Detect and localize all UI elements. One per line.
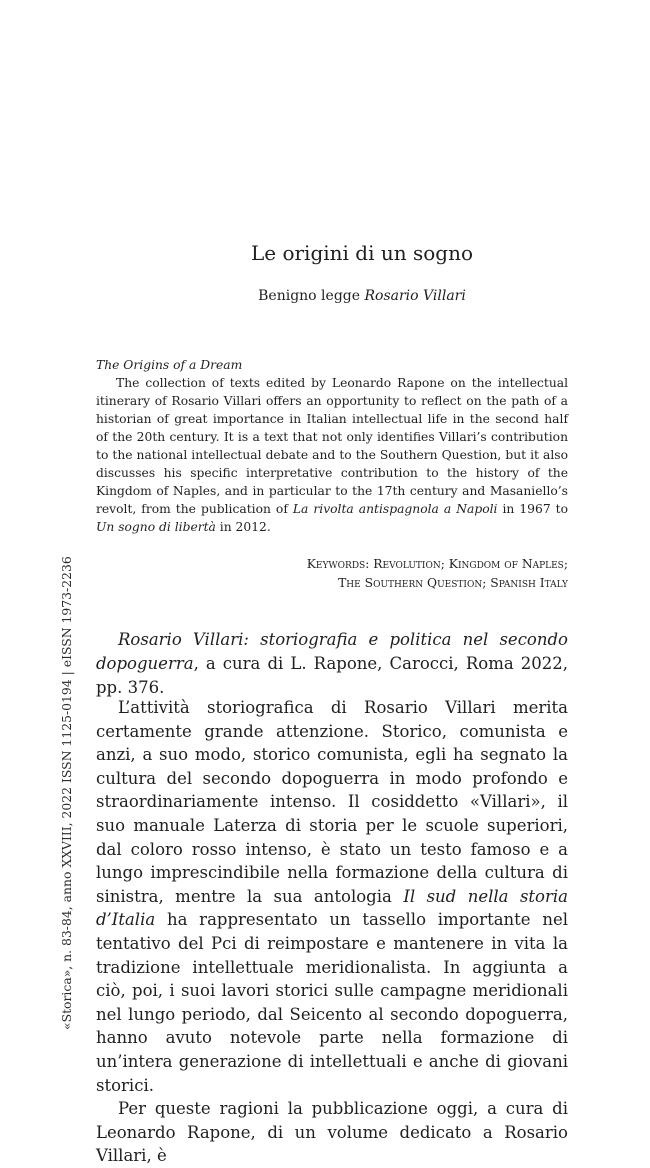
- abstract-book-1: La rivolta antispagnola a Napoli: [292, 502, 498, 517]
- review-citation: [96, 628, 568, 700]
- author-subject: Rosario Villari: [364, 288, 466, 304]
- abstract-text-3: in 2012.: [215, 520, 271, 535]
- abstract-book-2: Un sogno di libertà: [96, 520, 216, 535]
- review-book-title: Rosario Villari: storiografia e politica nel secondo dopoguerra: [96, 630, 568, 673]
- running-head: «Storica», n. 83-84, anno XXVIII, 2022 ISSN 1125-0194 | eISSN 1973-2236: [59, 556, 74, 1030]
- keywords-list-1: Revolution; Kingdom of Naples;: [373, 557, 568, 571]
- article-title: Le origini di un sogno: [250, 241, 473, 265]
- main-text: [96, 696, 568, 1168]
- paragraph-1-text-a: L’attività storiografica di Rosario Villari merita certamente grande attenzione. Storico, comunista e anzi, a suo modo, storico comunista, egli ha segnato la cultura del secondo dopoguerra in modo profondo e straordinariamente intenso. Il cosiddetto «Villari», il suo manuale Laterza di storia per le scuole superiori, dal coloro rosso intenso, è stato un testo famoso e a lungo imprescindibile nella formazione della cultura di sinistra, mentre la sua antologia: [96, 698, 568, 906]
- abstract-body: [96, 374, 568, 536]
- paragraph-1: [96, 696, 568, 1097]
- abstract-title: The Origins of a Dream: [96, 358, 243, 372]
- article-author: [96, 287, 628, 305]
- paragraph-2: Per queste ragioni la pubblicazione oggi, a cura di Leonardo Rapone, di un volume dedicato a Rosario Villari, è: [96, 1099, 568, 1166]
- paragraph-1-text-b: ha rappresentato un tassello importante nel tentativo del Pci di reimpostare e mantenere in vita la tradizione intellettuale meridionalista. In aggiunta a ciò, poi, i suoi lavori storici sulle campagne meridionali nel lungo periodo, dal Seicento al secondo dopoguerra, hanno avuto notevole parte nella formazione di un’intera generazione di intellettuali e anche di giovani storici.: [96, 910, 568, 1095]
- paragraph-1-book: Il sud nella storia d’Italia: [96, 886, 568, 930]
- abstract: [96, 356, 568, 536]
- keywords: [96, 555, 568, 593]
- keywords-line-2: [96, 574, 568, 593]
- keywords-list-2: The Southern Question; Spanish Italy: [338, 576, 568, 590]
- abstract-text-2: in 1967 to: [497, 502, 568, 517]
- abstract-text-1: The collection of texts edited by Leonardo Rapone on the intellectual itinerary of Rosario Villari offers an opportunity to reflect on the path of a historian of great importance in Italian intellectual life in the second half of the 20th century. It is a text that not only identifies Villari’s contribution to the national intellectual debate and to the Southern Question, but it also discusses his specific interpretative contribution to the history of the Kingdom of Naples, and in particular to the 17th century and Masaniello’s revolt, from the publication of: [96, 376, 568, 517]
- author-prefix: Benigno legge: [258, 288, 361, 304]
- keywords-label: Keywords:: [306, 557, 370, 571]
- review-book-details: , a cura di L. Rapone, Carocci, Roma 2022, pp. 376.: [96, 654, 568, 697]
- keywords-line-1: [96, 555, 568, 574]
- review-reference: [96, 628, 568, 700]
